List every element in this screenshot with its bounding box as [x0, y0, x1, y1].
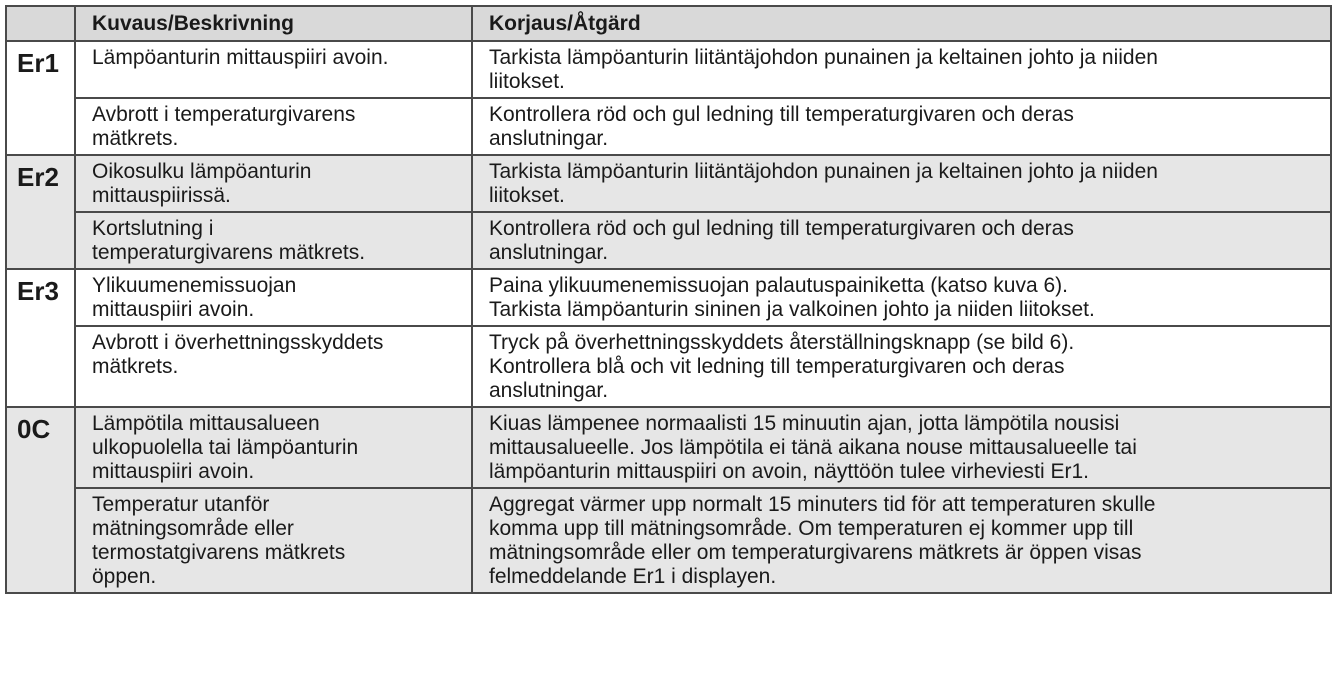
- correction-cell: Aggregat värmer upp normalt 15 minuters tid för att temperaturen skulle komma upp till mätningsområde. Om temperaturen ej kommer upp till mätningsområde eller om temperaturgivarens mätkrets är öppen visas felmeddelande Er1 i displayen.: [472, 488, 1331, 593]
- description-cell: Oikosulku lämpöanturin mittauspiirissä.: [75, 155, 472, 212]
- correction-cell: Tarkista lämpöanturin liitäntäjohdon punainen ja keltainen johto ja niiden liitokset.: [472, 41, 1331, 98]
- table-body: [6, 41, 1331, 593]
- error-code-er1: Er1: [6, 41, 75, 155]
- description-cell: Ylikuumenemissuojan mittauspiiri avoin.: [75, 269, 472, 326]
- description-cell: Lämpöanturin mittauspiiri avoin.: [75, 41, 472, 98]
- table-row: [6, 212, 1331, 269]
- error-code-er2: Er2: [6, 155, 75, 269]
- table-row: [6, 407, 1331, 488]
- correction-cell: Tarkista lämpöanturin liitäntäjohdon punainen ja keltainen johto ja niiden liitokset.: [472, 155, 1331, 212]
- description-cell: Temperatur utanför mätningsområde eller termostatgivarens mätkrets öppen.: [75, 488, 472, 593]
- correction-cell: Kontrollera röd och gul ledning till temperaturgivaren och deras anslutningar.: [472, 98, 1331, 155]
- header-code-cell: [6, 6, 75, 41]
- description-cell: Lämpötila mittausalueen ulkopuolella tai lämpöanturin mittauspiiri avoin.: [75, 407, 472, 488]
- header-description: Kuvaus/Beskrivning: [75, 6, 472, 41]
- correction-cell: Kontrollera röd och gul ledning till temperaturgivaren och deras anslutningar.: [472, 212, 1331, 269]
- table-row: [6, 155, 1331, 212]
- header-correction: Korjaus/Åtgärd: [472, 6, 1331, 41]
- error-code-er3: Er3: [6, 269, 75, 407]
- table-row: [6, 269, 1331, 326]
- table-row: [6, 41, 1331, 98]
- description-cell: Avbrott i temperaturgivarens mätkrets.: [75, 98, 472, 155]
- table-row: [6, 488, 1331, 593]
- table-row: [6, 326, 1331, 407]
- error-code-0c: 0C: [6, 407, 75, 593]
- correction-cell: Kiuas lämpenee normaalisti 15 minuutin ajan, jotta lämpötila nousisi mittausalueelle. Jos lämpötila ei tänä aikana nouse mittausalueelle tai lämpöanturin mittauspiiri on avoin, näyttöön tulee virheviesti Er1.: [472, 407, 1331, 488]
- correction-cell: Paina ylikuumenemissuojan palautuspainiketta (katso kuva 6). Tarkista lämpöanturin sininen ja valkoinen johto ja niiden liitokset.: [472, 269, 1331, 326]
- description-cell: Avbrott i överhettningsskyddets mätkrets.: [75, 326, 472, 407]
- table-row: [6, 98, 1331, 155]
- error-code-table: [5, 5, 1332, 594]
- header-row: [6, 6, 1331, 41]
- correction-cell: Tryck på överhettningsskyddets återställningsknapp (se bild 6). Kontrollera blå och vit ledning till temperaturgivaren och deras anslutningar.: [472, 326, 1331, 407]
- description-cell: Kortslutning i temperaturgivarens mätkrets.: [75, 212, 472, 269]
- table-header: [6, 6, 1331, 41]
